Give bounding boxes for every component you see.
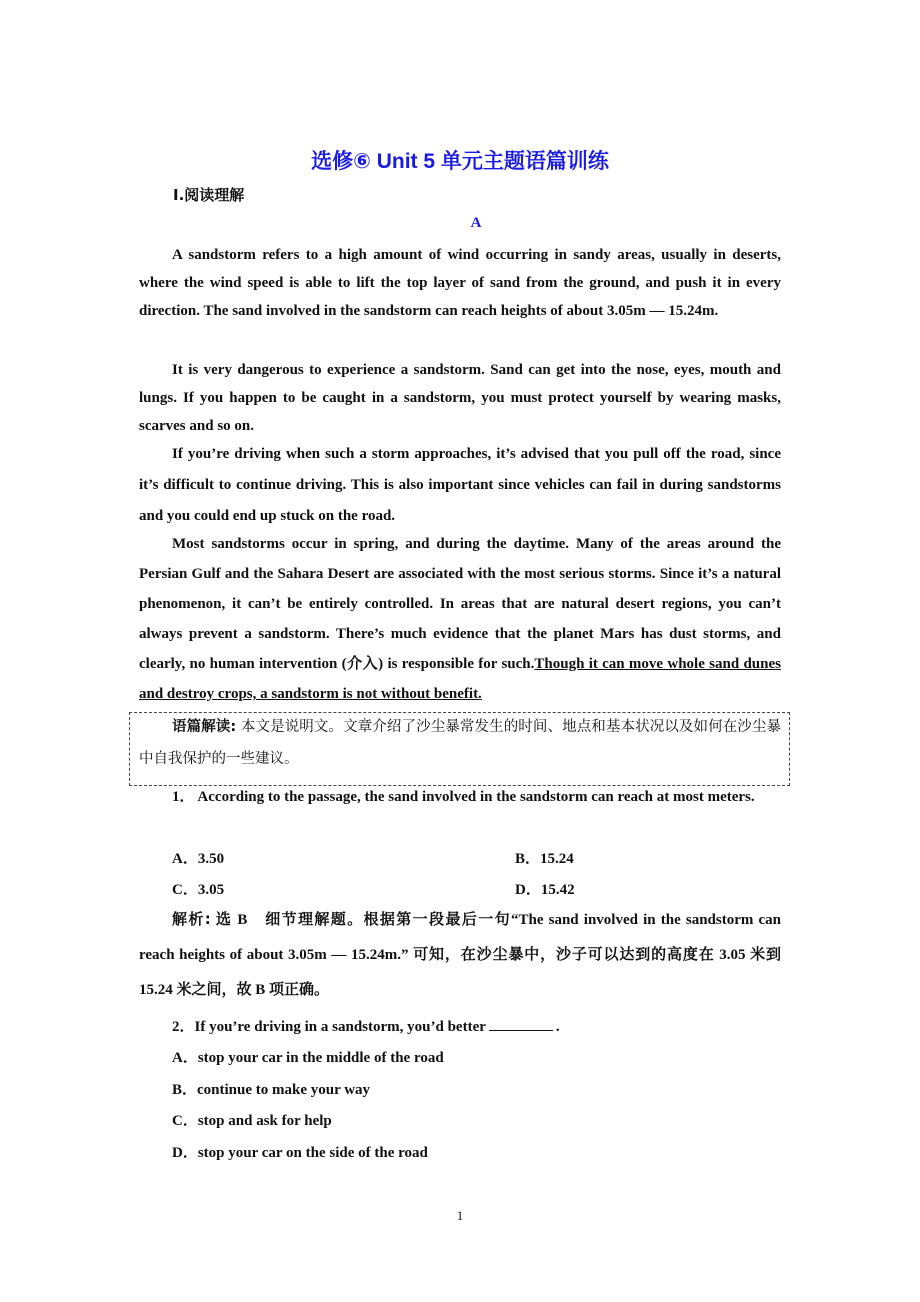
summary [139, 711, 781, 775]
q1-option-d: D．15.42 [515, 882, 575, 898]
summary-text: 本文是说明文。文章介绍了沙尘暴常发生的时间、地点和基本状况以及如何在沙尘暴中自我保护的一些建议。 [139, 719, 781, 767]
q2-option-b: B．continue to make your way [172, 1082, 371, 1098]
page-number: 1 [456, 1208, 464, 1223]
q2-stem-end: . [555, 1019, 560, 1035]
q2-option-d: D．stop your car on the side of the road [172, 1145, 428, 1161]
paragraph-4 [139, 529, 781, 709]
section-heading: Ⅰ.阅读理解 [173, 186, 245, 204]
paragraph-2: It is very dangerous to experience a sandstorm. Sand can get into the nose, eyes, mouth and lungs. If you happen to be caught in a sandstorm, you must protect yourself by wearing masks, scarves and so on. [139, 362, 781, 434]
analysis-label: 解析: [172, 910, 211, 928]
q1-option-a: A．3.50 [172, 851, 225, 867]
q1-option-b: B．15.24 [515, 851, 574, 867]
question-2-stem [172, 1015, 560, 1036]
q2-option-c: C．stop and ask for help [172, 1113, 332, 1129]
summary-label: 语篇解读: [172, 719, 237, 735]
paragraph-4-text: Most sandstorms occur in spring, and during the daytime. Many of the areas around the Persian Gulf and the Sahara Desert are associated with the most serious storms. Since it’s a natural phenomenon, it can’t be entirely controlled. In areas that are natural desert regions, you can’t always prevent a sandstorm. There’s much evidence that the planet Mars has dust storms, and clearly, no human intervention (介入) is responsible for such. [139, 536, 781, 672]
q2-option-a: A．stop your car in the middle of the road [172, 1050, 444, 1066]
question-1-analysis [139, 902, 781, 1008]
answer-blank [489, 1018, 553, 1031]
passage-label: A [470, 215, 482, 231]
paragraph-3: If you’re driving when such a storm approaches, it’s advised that you pull off the road, since it’s difficult to continue driving. This is also important since vehicles can fail in during sandstorms and you could end up stuck on the road. [139, 446, 781, 524]
q1-option-c: C．3.05 [172, 882, 225, 898]
underlined-sentence: Though it can move whole sand dunes and destroy crops, a sandstorm is not without benefit. [139, 656, 781, 702]
question-1-stem: 1． According to the passage, the sand involved in the sandstorm can reach at most meters. [172, 789, 755, 805]
page-title: 选修⑥ Unit 5 单元主题语篇训练 [311, 150, 609, 173]
analysis-text: 选 B 细节理解题。根据第一段最后一句“The sand involved in the sandstorm can reach heights of about 3.05m — 15.24m.” 可知，在沙尘暴中，沙子可以达到的高度在 3.05 米到 15.24 米之间，故 B 项正确。 [139, 912, 782, 998]
paragraph-1: A sandstorm refers to a high amount of wind occurring in sandy areas, usually in deserts, where the wind speed is able to lift the top layer of sand from the ground, and push it in every direction. The sand involved in the sandstorm can reach heights of about 3.05m — 15.24m. [139, 247, 781, 319]
q2-stem-text: 2．If you’re driving in a sandstorm, you’d better [172, 1019, 486, 1035]
